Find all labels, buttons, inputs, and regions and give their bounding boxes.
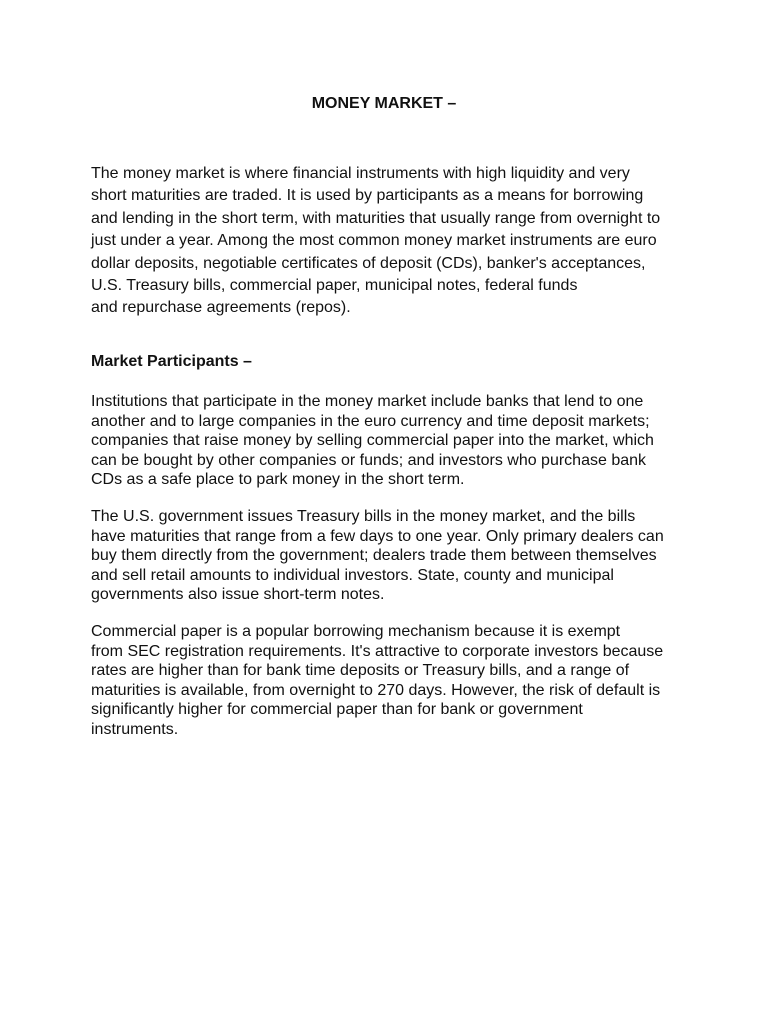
section-heading: Market Participants – [91, 353, 252, 370]
intro-paragraph [91, 163, 691, 320]
paragraph-line: another and to large companies in the euro currency and time deposit markets; [91, 412, 650, 430]
paragraph-line: maturities is available, from overnight to 270 days. However, the risk of default is [91, 681, 661, 699]
paragraph-line: have maturities that range from a few days to one year. Only primary dealers can [91, 527, 664, 545]
paragraph-line: rates are higher than for bank time deposits or Treasury bills, and a range of [91, 662, 630, 679]
paragraph-line: Commercial paper is a popular borrowing mechanism because it is exempt [91, 623, 621, 640]
intro-line: dollar deposits, negotiable certificates of deposit (CDs), banker's acceptances, [91, 254, 646, 272]
paragraph-line: buy them directly from the government; dealers trade them between themselves [91, 547, 657, 564]
paragraph-line: The U.S. government issues Treasury bills in the money market, and the bills [91, 508, 636, 525]
participants-paragraph [91, 392, 691, 490]
intro-line: U.S. Treasury bills, commercial paper, municipal notes, federal funds [91, 277, 578, 295]
paragraph-line: and sell retail amounts to individual investors. State, county and municipal [91, 566, 614, 584]
commercial-paper-paragraph [91, 622, 691, 739]
intro-line: The money market is where financial instruments with high liquidity and very [91, 165, 630, 182]
paragraph-line: can be bought by other companies or funds; and investors who purchase bank [91, 451, 647, 469]
intro-line: just under a year. Among the most common money market instruments are euro [91, 232, 657, 250]
intro-line: short maturities are traded. It is used by participants as a means for borrowing [91, 187, 644, 205]
intro-line: and lending in the short term, with maturities that usually range from overnight to [91, 209, 661, 227]
paragraph-line: companies that raise money by selling commercial paper into the market, which [91, 432, 654, 449]
document-title: MONEY MARKET – [311, 95, 457, 112]
paragraph-line: instruments. [91, 720, 179, 738]
intro-line: and repurchase agreements (repos). [91, 299, 351, 317]
paragraph-line: governments also issue short-term notes. [91, 586, 385, 603]
paragraph-line: Institutions that participate in the money market include banks that lend to one [91, 393, 644, 410]
treasury-bills-paragraph [91, 507, 691, 605]
paragraph-line: significantly higher for commercial paper than for bank or government [91, 701, 583, 718]
paragraph-line: from SEC registration requirements. It's attractive to corporate investors because [91, 642, 664, 660]
paragraph-line: CDs as a safe place to park money in the short term. [91, 471, 465, 488]
